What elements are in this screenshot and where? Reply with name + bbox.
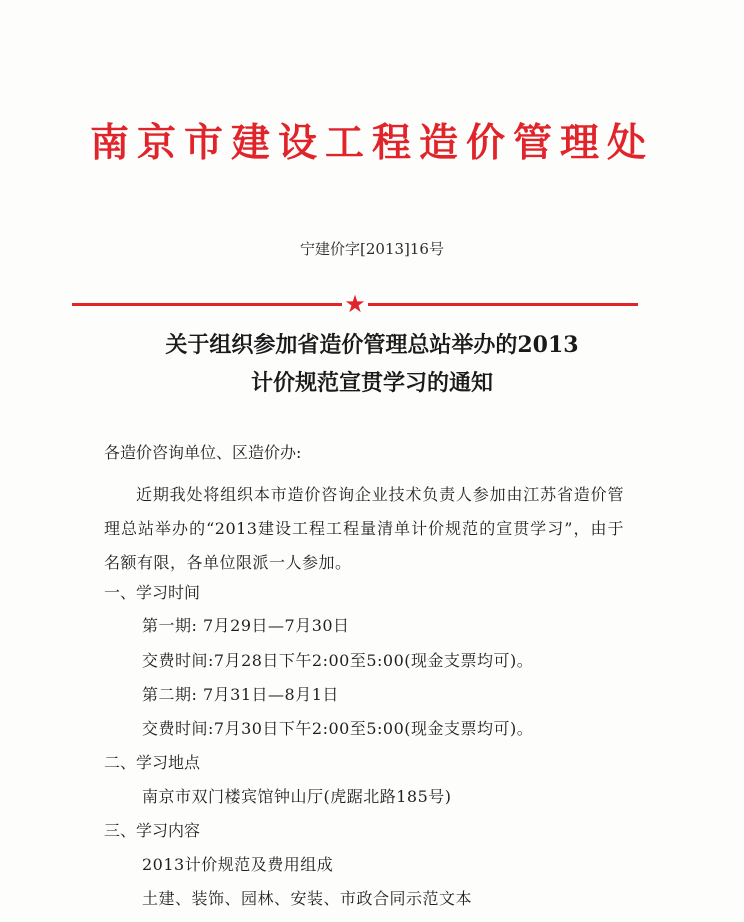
list-item: 交费时间:7月28日下午2:00至5:00(现金支票均可)。 xyxy=(142,651,534,670)
red-divider xyxy=(72,290,638,318)
list-item: 2013计价规范及费用组成 xyxy=(142,855,334,874)
list-item: 南京市双门楼宾馆钟山厅(虎踞北路185号) xyxy=(142,787,452,806)
section-heading-place: 二、学习地点 xyxy=(104,753,201,772)
salutation: 各造价咨询单位、区造价办: xyxy=(104,443,302,462)
notice-title xyxy=(0,326,744,402)
notice-title-line-1: 关于组织参加省造价管理总站举办的2013 xyxy=(165,332,579,358)
section-heading-time: 一、学习时间 xyxy=(104,583,201,602)
notice-title-line-2: 计价规范宣贯学习的通知 xyxy=(250,370,493,396)
list-item: 第一期: 7月29日—7月30日 xyxy=(142,616,350,635)
section-heading-content: 三、学习内容 xyxy=(104,821,201,840)
star-icon: ★ xyxy=(344,290,366,318)
divider-line-right xyxy=(368,303,638,306)
issuer-title: 南京市建设工程造价管理处 xyxy=(89,121,654,166)
list-item: 交费时间:7月30日下午2:00至5:00(现金支票均可)。 xyxy=(142,719,534,738)
intro-paragraph: 近期我处将组织本市造价咨询企业技术负责人参加由江苏省造价管理总站举办的“2013建设工程工程量清单计价规范的宣贯学习”，由于名额有限，各单位限派一人参加。 xyxy=(104,485,624,572)
document-number: 宁建价字[2013]16号 xyxy=(300,240,444,258)
divider-line-left xyxy=(72,303,342,306)
list-item: 土建、装饰、园林、安装、市政合同示范文本 xyxy=(142,889,473,908)
list-item: 第二期: 7月31日—8月1日 xyxy=(142,685,339,704)
